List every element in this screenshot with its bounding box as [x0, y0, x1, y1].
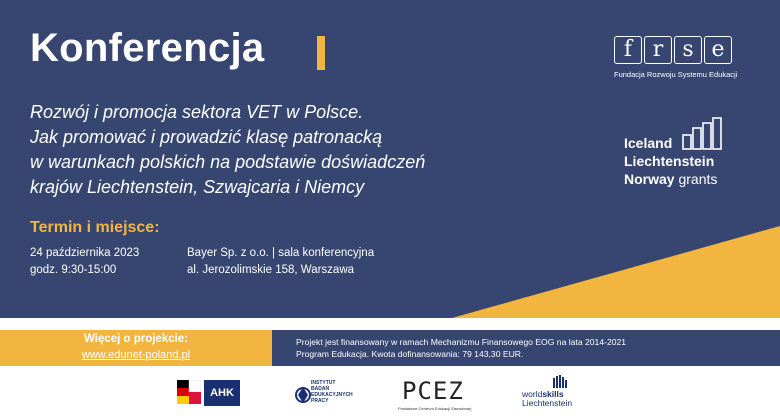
ibl-line: INSTYTUT: [311, 380, 336, 386]
worldskills-country: Liechtenstein: [522, 398, 573, 408]
grants-line: Liechtenstein: [624, 153, 715, 169]
funding-text: [296, 336, 626, 360]
ibl-logo: [295, 376, 355, 416]
worldskills-name: [522, 390, 572, 408]
ibl-line: EDUKACYJNYCH: [311, 392, 353, 398]
worldskills-logo: [522, 374, 582, 418]
event-time: godz. 9:30-15:00: [30, 264, 117, 276]
ibl-emblem-icon: [295, 378, 311, 412]
frse-letter: f: [614, 36, 642, 64]
ibl-name: [311, 380, 353, 404]
subtitle-line: Rozwój i promocja sektora VET w Polsce.: [30, 102, 364, 122]
pcez-subtitle: Powiatowe Centrum Edukacji Zawodowej: [398, 406, 472, 411]
worldskills-hand-icon: [552, 374, 568, 390]
grants-norway: Norway: [624, 171, 675, 187]
grants-line: [624, 170, 717, 188]
ibl-line: BADAŃ: [311, 386, 330, 392]
frse-subtitle: Fundacja Rozwoju Systemu Edukacji: [614, 70, 738, 79]
ibl-line: PRACY: [311, 398, 329, 404]
more-info-panel: [0, 330, 272, 366]
more-info-label: Więcej o projekcie:: [83, 333, 189, 345]
funding-line: Projekt jest finansowany w ramach Mechanizmu Finansowego EOG na lata 2014-2021: [296, 337, 627, 347]
grants-word: grants: [678, 171, 718, 187]
funding-panel: [272, 330, 780, 366]
frse-logo: [614, 36, 740, 78]
frse-letter: s: [674, 36, 702, 64]
subtitle-line: Jak promować i prowadzić klasę patronacką: [30, 127, 383, 147]
event-location: [187, 245, 374, 279]
conference-subtitle: [30, 100, 590, 200]
event-date: 24 października 2023: [30, 247, 140, 259]
worldskills-skills: skills: [542, 389, 564, 399]
subtitle-line: w warunkach polskich na podstawie doświadczeń: [30, 152, 426, 172]
pcez-logo: [398, 378, 470, 416]
subtitle-line: krajów Liechtenstein, Szwajcaria i Niemcy: [30, 177, 365, 197]
eea-grants-logo: [624, 134, 717, 188]
page-title: Konferencja: [30, 26, 265, 70]
project-info-strip: [0, 330, 780, 366]
title-accent-bar: [317, 36, 325, 70]
partner-logos: [0, 372, 780, 420]
de-pl-flag-icon: [177, 380, 201, 404]
worldskills-world: world: [522, 389, 543, 399]
frse-letter: e: [704, 36, 732, 64]
event-address: al. Jerozolimskie 158, Warszawa: [187, 264, 355, 276]
date-place-heading: Termin i miejsce:: [30, 219, 160, 236]
event-datetime: [30, 245, 139, 279]
frse-letter: r: [644, 36, 672, 64]
pcez-wordmark: PCEZ: [402, 377, 464, 405]
ahk-label: AHK: [204, 380, 240, 406]
event-venue: Bayer Sp. z o.o. | sala konferencyjna: [187, 247, 375, 259]
grants-line: Iceland: [624, 135, 673, 151]
ahk-logo: [177, 374, 243, 414]
funding-line: Program Edukacja. Kwota dofinansowania: 79 143,30 EUR.: [296, 349, 524, 359]
project-website-link[interactable]: www.edunet-poland.pl: [81, 349, 191, 361]
